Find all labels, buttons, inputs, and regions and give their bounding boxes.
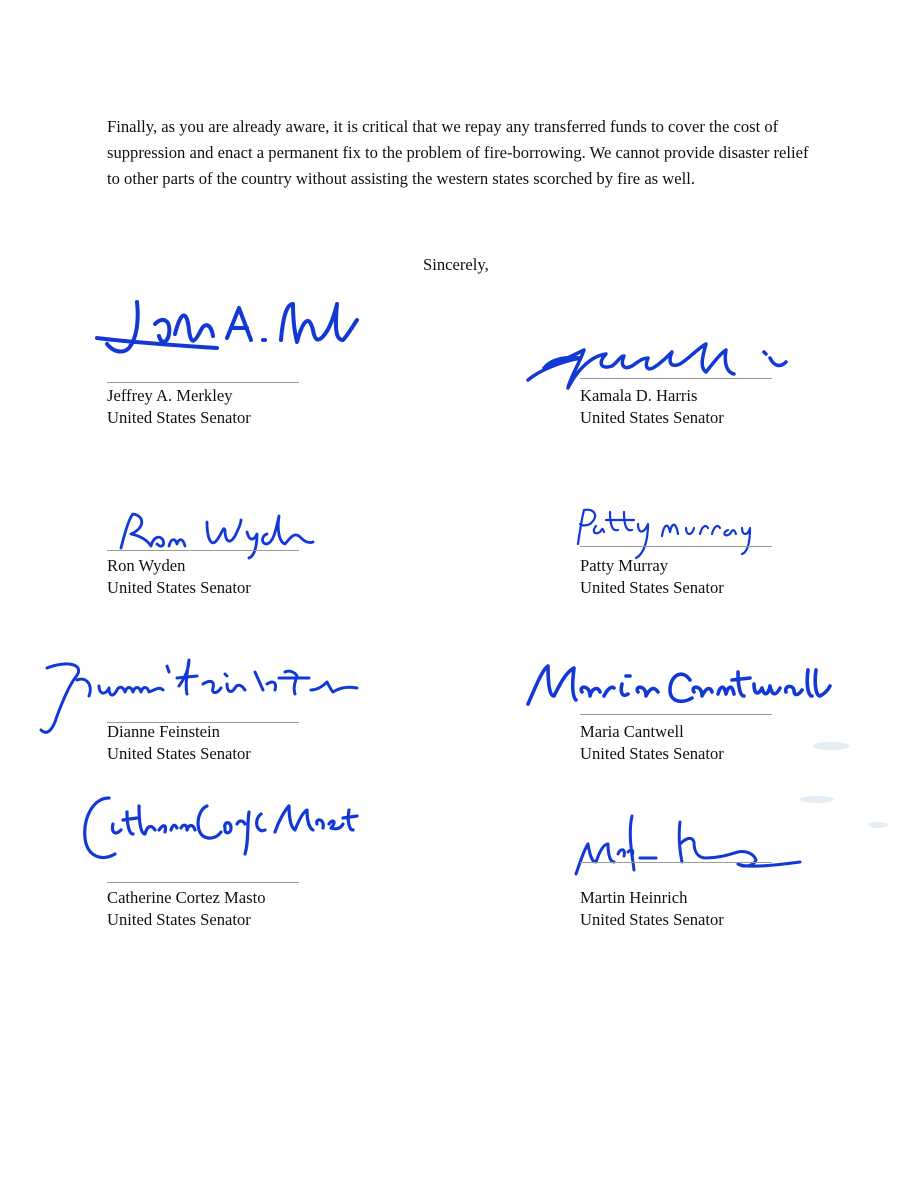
signer-name: Dianne Feinstein [107, 722, 220, 741]
signer-name: Catherine Cortez Masto [107, 888, 266, 907]
signature-line [107, 382, 299, 383]
signer-title: United States Senator [107, 910, 251, 929]
signature-block-wyden [107, 500, 397, 640]
handwritten-signature-merkley [67, 290, 367, 380]
scan-smudge [812, 742, 850, 750]
scan-smudge [800, 796, 834, 803]
signer-title: United States Senator [580, 408, 724, 427]
signature-line [580, 378, 772, 379]
signature-block-cortez-masto [107, 800, 397, 940]
scan-smudge [868, 822, 888, 828]
signature-block-harris [580, 330, 870, 470]
signer-title: United States Senator [580, 744, 724, 763]
signature-block-cantwell [580, 660, 870, 800]
signer-name: Patty Murray [580, 556, 669, 575]
handwritten-signature-cantwell [518, 656, 888, 716]
signature-line [107, 550, 299, 551]
signer-name: Jeffrey A. Merkley [107, 386, 233, 405]
closing-text: Sincerely, [423, 255, 489, 274]
signer-name: Maria Cantwell [580, 722, 684, 741]
signature-line [580, 714, 772, 715]
signer-title: United States Senator [107, 578, 251, 597]
signature-line [580, 862, 772, 863]
signer-title: United States Senator [580, 910, 724, 929]
signer-name: Martin Heinrich [580, 888, 688, 907]
letter-paragraph: Finally, as you are already aware, it is critical that we repay any transferred funds to cover the cost of suppression and enact a permanent fix to the problem of fire-borrowing. We cannot provide disaster relief to other parts of the country without assisting the western states scorched by fire as well. [107, 117, 809, 188]
handwritten-signature-cortez-masto [67, 784, 367, 884]
signature-block-murray [580, 500, 870, 640]
signer-title: United States Senator [580, 578, 724, 597]
signer-title: United States Senator [107, 744, 251, 763]
handwritten-signature-heinrich [570, 798, 830, 888]
signer-title: United States Senator [107, 408, 251, 427]
signature-block-feinstein [107, 650, 397, 790]
signature-line [107, 882, 299, 883]
signer-name: Ron Wyden [107, 556, 186, 575]
signature-block-heinrich [580, 800, 870, 940]
signature-line [580, 546, 772, 547]
signer-name: Kamala D. Harris [580, 386, 698, 405]
signature-block-merkley [107, 290, 397, 430]
handwritten-signature-wyden [107, 504, 327, 564]
